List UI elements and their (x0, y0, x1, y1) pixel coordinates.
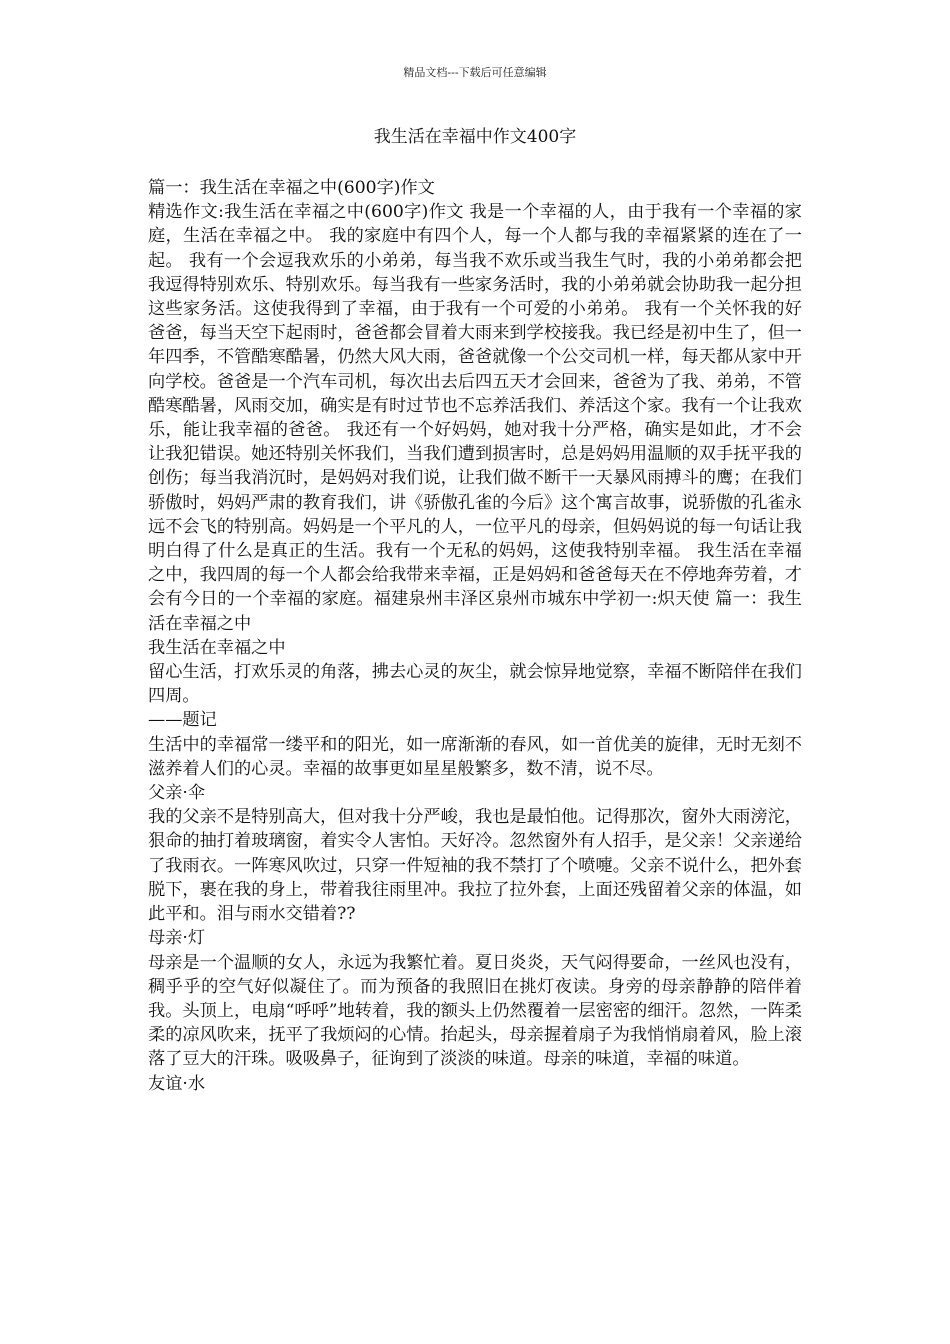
document-title: 我生活在幸福中作文400字 (373, 127, 577, 147)
body-paragraph: 留心生活，打欢乐灵的角落，拂去心灵的灰尘，就会惊异地觉察，幸福不断陪伴在我们四周。 (148, 662, 802, 707)
epigraph-attribution: ——题记 (148, 710, 217, 731)
body-paragraph: 我的父亲不是特别高大，但对我十分严峻，我也是最怕他。记得那次，窗外大雨滂沱，狠命的抽打着玻璃窗，着实令人害怕。天好冷。忽然窗外有人招手，是父亲！父亲递给了我雨衣。一阵寒风吹过，只穿一件短袖的我不禁打了个喷嚏。父亲不说什么，把外套脱下，裹在我的身上，带着我往雨里冲。我拉了拉外套，上面还残留着父亲的体温，如此平和。泪与雨水交错着?? (148, 807, 802, 925)
body-paragraph: 精选作文:我生活在幸福之中(600字)作文 我是一个幸福的人，由于我有一个幸福的家庭，生活在幸福之中。 我的家庭中有四个人，每一个人都与我的幸福紧紧的连在了一起。 我有一个会逗我欢乐的小弟弟，每当我不欢乐或当我生气时，我的小弟弟都会把我逗得特别欢乐、特别欢乐。每当我有一些家务活时，我的小弟弟就会协助我一起分担这些家务活。这使我得到了幸福，由于我有一个可爱的小弟弟。 我有一个关怀我的好爸爸，每当天空下起雨时，爸爸都会冒着大雨来到学校接我。我已经是初中生了，但一年四季，不管酷寒酷暑，仍然大风大雨，爸爸就像一个公交司机一样，每天都从家中开向学校。爸爸是一个汽车司机，每次出去后四五天才会回来，爸爸为了我、弟弟，不管酷寒酷暑，风雨交加，确实是有时过节也不忘养活我们、养活这个家。我有一个让我欢乐，能让我幸福的爸爸。 我还有一个好妈妈，她对我十分严格，确实是如此，才不会让我犯错误。她还特别关怀我们，当我们遭到损害时，总是妈妈用温顺的双手抚平我的创伤；每当我消沉时，是妈妈对我们说，让我们做不断干一天暴风雨搏斗的鹰；在我们骄傲时，妈妈严肃的教育我们，讲《骄傲孔雀的今后》这个寓言故事，说骄傲的孔雀永远不会飞的特别高。妈妈是一个平凡的人，一位平凡的母亲，但妈妈说的每一句话让我明白得了什么是真正的生活。我有一个无私的妈妈，这使我特别幸福。 我生活在幸福之中，我四周的每一个人都会给我带来幸福，正是妈妈和爸爸每天在不停地奔劳着，才会有今日的一个幸福的家庭。福建泉州丰泽区泉州市城东中学初一:炽天使 篇一：我生活在幸福之中 (148, 202, 802, 634)
section-heading: 我生活在幸福之中 (148, 637, 286, 658)
subsection-heading: 友谊·水 (148, 1073, 206, 1094)
document-body (148, 176, 802, 1096)
subsection-heading: 母亲·灯 (148, 928, 206, 949)
body-paragraph: 母亲是一个温顺的女人，永远为我繁忙着。夏日炎炎，天气闷得要命，一丝风也没有，稠乎乎的空气好似凝住了。而为预备的我照旧在挑灯夜读。身旁的母亲静静的陪伴着我。头顶上，电扇“呼呼”地转着，我的额头上仍然覆着一层密密的细汗。忽然，一阵柔柔的凉风吹来，抚平了我烦闷的心情。抬起头，母亲握着扇子为我悄悄扇着风，脸上滚落了豆大的汗珠。吸吸鼻子，征询到了淡淡的味道。母亲的味道，幸福的味道。 (148, 952, 802, 1070)
page-header-note: 精品文档---下载后可任意编辑 (403, 66, 547, 79)
section-heading: 篇一：我生活在幸福之中(600字)作文 (148, 178, 435, 198)
body-paragraph: 生活中的幸福常一缕平和的阳光，如一席渐渐的春风，如一首优美的旋律，无时无刻不滋养着人们的心灵。幸福的故事更如星星般繁多，数不清，说不尽。 (148, 734, 802, 779)
subsection-heading: 父亲·伞 (148, 783, 206, 804)
